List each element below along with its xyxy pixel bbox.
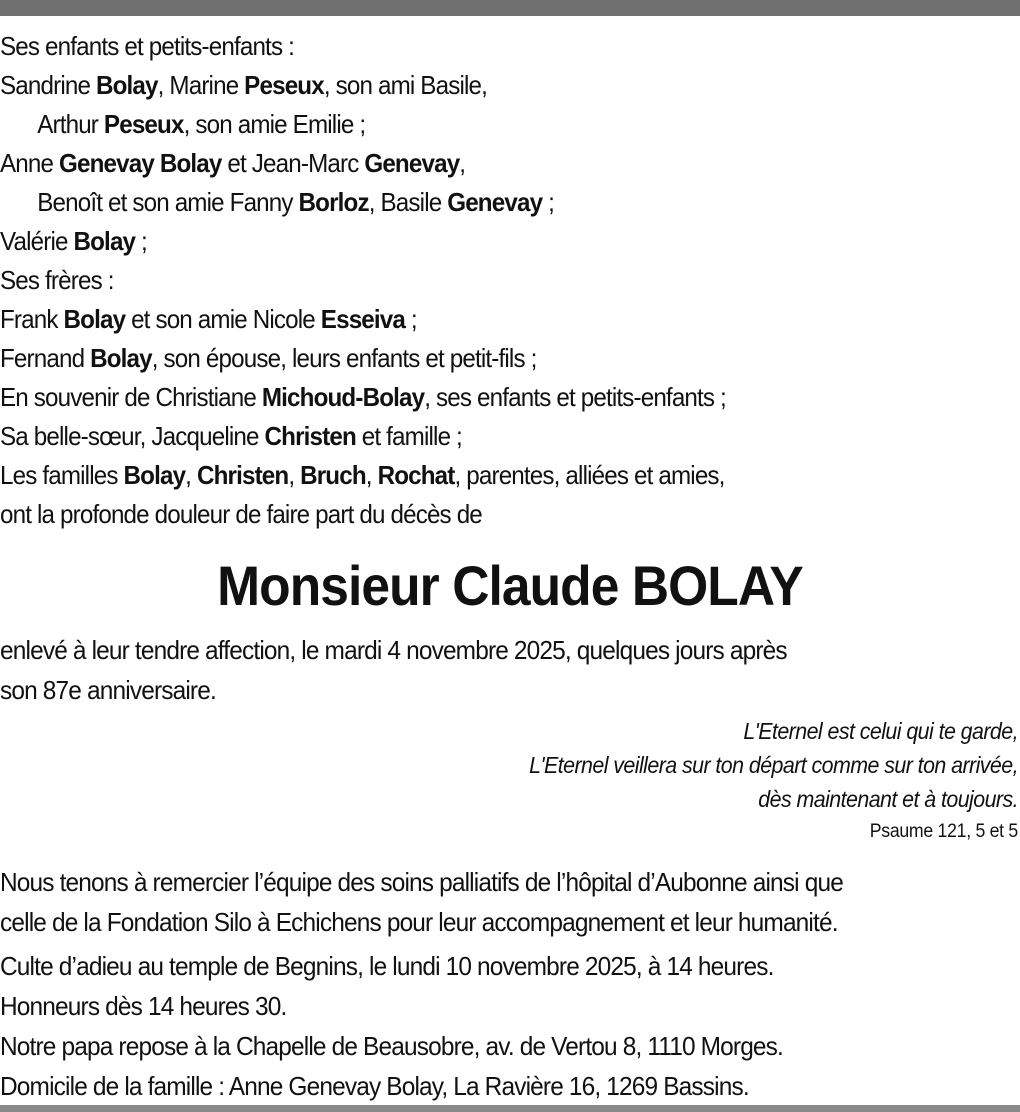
family-line [0,144,949,183]
family-text: ; [405,304,417,334]
family-text: , ses enfants et petits-enfants ; [424,382,726,412]
family-surname: Peseux [103,109,184,139]
thanks-line: Nous tenons à remercier l’équipe des soins palliatifs de l’hôpital d’Aubonne ainsi que [0,867,843,897]
family-text: , [185,460,197,490]
family-line [0,456,949,495]
thanks-paragraph [0,862,1020,942]
family-list [0,27,1020,534]
family-text: et Jean-Marc [221,148,365,178]
family-text: , son épouse, leurs enfants et petit-fils ; [151,343,537,373]
family-text: ont la profonde douleur de faire part du décès de [0,499,482,529]
quote-reference: Psaume 121, 5 et 5 [869,821,1018,842]
service-line: Culte d’adieu au temple de Begnins, le lundi 10 novembre 2025, à 14 heures. [0,951,774,981]
family-surname: Bolay [95,70,158,100]
family-surname: Bolay [123,460,186,490]
family-text: Sandrine [0,70,96,100]
service-details [0,946,1020,1106]
service-line: Honneurs dès 14 heures 30. [0,991,287,1021]
death-announcement [0,630,1020,710]
family-text: ; [135,226,147,256]
family-surname: Bolay [90,343,152,373]
deceased-name: Monsieur Claude BOLAY [217,554,803,617]
family-text: , son amie Emilie ; [183,109,366,139]
family-surname: Genevay Bolay [59,148,222,178]
family-text: , son ami Basile, [323,70,488,100]
thanks-line: celle de la Fondation Silo à Echichens pour leur accompagnement et leur humanité. [0,907,838,937]
family-surname: Bruch [300,460,366,490]
family-surname: Genevay [447,187,543,217]
family-line [0,339,949,378]
announcement-line: enlevé à leur tendre affection, le mardi 4 novembre 2025, quelques jours après [0,635,787,665]
family-line [0,105,949,144]
family-surname: Rochat [377,460,455,490]
family-text: , parentes, alliées et amies, [454,460,725,490]
family-line [0,417,949,456]
quote-line: L'Eternel veillera sur ton départ comme sur ton arrivée, [529,752,1018,778]
family-text: , Basile [368,187,448,217]
obituary-notice [0,27,1020,1106]
family-text: Arthur [37,109,104,139]
family-line [0,378,949,417]
family-line [0,261,949,300]
family-surname: Esseiva [320,304,406,334]
family-text: Fernand [0,343,91,373]
psalm-quote [0,714,1020,848]
service-line: Notre papa repose à la Chapelle de Beausobre, av. de Vertou 8, 1110 Morges. [0,1031,784,1061]
family-surname: Borloz [298,187,369,217]
family-text: et son amie Nicole [125,304,321,334]
family-text: , [288,460,301,490]
family-text: Ses frères : [0,265,114,295]
family-surname: Bolay [63,304,126,334]
family-text: , [365,460,378,490]
family-line [0,495,949,534]
family-text: , Marine [157,70,245,100]
family-surname: Peseux [244,70,324,100]
quote-line: L'Eternel est celui qui te garde, [743,718,1018,744]
service-line: Domicile de la famille : Anne Genevay Bolay, La Ravière 16, 1269 Bassins. [0,1071,749,1101]
family-text: Benoît et son amie Fanny [37,187,299,217]
family-surname: Christen [196,460,289,490]
family-text: Valérie [0,226,74,256]
family-text: et famille ; [355,421,462,451]
family-surname: Bolay [73,226,136,256]
family-text: ; [542,187,554,217]
family-line [0,300,949,339]
family-text: Anne [0,148,60,178]
family-text: Sa belle-sœur, Jacqueline [0,421,265,451]
family-text: Frank [0,304,64,334]
family-text: , [459,148,466,178]
top-border-rule [0,0,1020,16]
family-line [0,183,949,222]
family-text: Ses enfants et petits-enfants : [0,31,294,61]
family-surname: Genevay [364,148,460,178]
family-text: En souvenir de Christiane [0,382,262,412]
announcement-line: son 87e anniversaire. [0,675,216,705]
family-line [0,27,949,66]
family-text: Les familles [0,460,124,490]
family-surname: Christen [264,421,356,451]
family-surname: Michoud-Bolay [261,382,425,412]
family-line [0,66,949,105]
quote-line: dès maintenant et à toujours. [758,786,1018,812]
family-line [0,222,949,261]
bottom-border-rule [0,1105,1020,1112]
